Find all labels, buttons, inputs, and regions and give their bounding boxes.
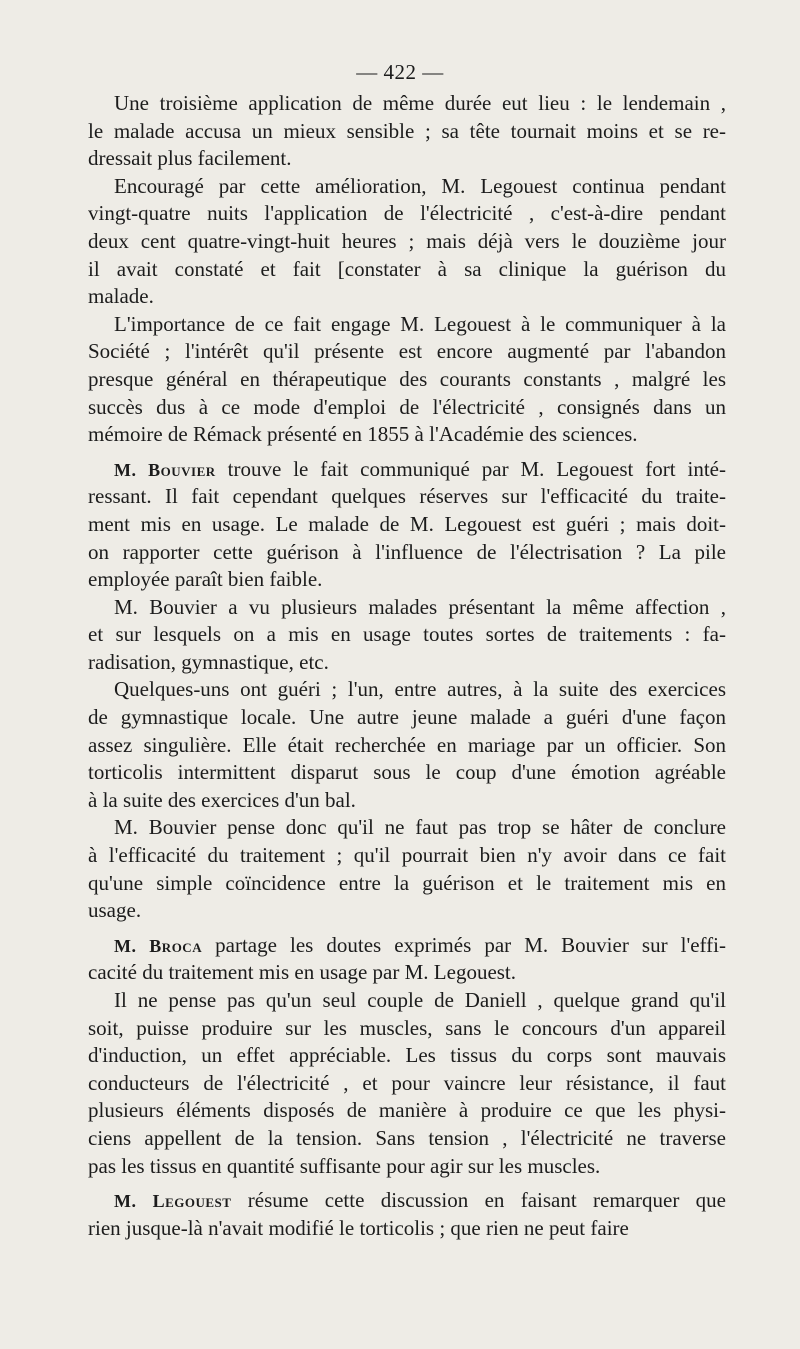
text-line: le malade accusa un mieux sensible ; sa tête tournait moins et se re- <box>88 118 726 143</box>
text-line: vingt-quatre nuits l'application de l'électricité , c'est-à-dire pendant <box>88 201 726 226</box>
text-line: qu'une simple coïncidence entre la guérison et le traitement mis en <box>88 870 726 895</box>
text-line: on rapporter cette guérison à l'influence de l'électrisation ? La pile <box>88 539 726 564</box>
text-line: M. Bouvier a vu plusieurs malades présentant la même affection , <box>114 594 726 619</box>
text-line: mémoire de Rémack présenté en 1855 à l'Académie des sciences. <box>88 422 638 447</box>
text-line: employée paraît bien faible. <box>88 567 323 592</box>
speaker-name: M. Legouest <box>114 1191 232 1212</box>
text-line: Quelques-uns ont guéri ; l'un, entre autres, à la suite des exercices <box>114 677 726 702</box>
text-line: assez singulière. Elle était recherchée en mariage par un officier. Son <box>88 732 726 757</box>
paragraph <box>88 814 726 924</box>
text-line: M. Broca partage les doutes exprimés par M. Bouvier sur l'effi- <box>114 932 726 957</box>
paragraph <box>88 676 726 814</box>
text-line: M. Bouvier trouve le fait communiqué par M. Legouest fort inté- <box>114 456 726 481</box>
text-line: d'induction, un effet appréciable. Les tissus du corps sont mauvais <box>88 1043 726 1068</box>
speaker-gap <box>88 1180 726 1187</box>
text-line: M. Bouvier pense donc qu'il ne faut pas trop se hâter de conclure <box>114 815 726 840</box>
text-line: Une troisième application de même durée eut lieu : le lendemain , <box>114 91 726 115</box>
text-line: à l'efficacité du traitement ; qu'il pourrait bien n'y avoir dans ce fait <box>88 843 726 868</box>
page-number: — 422 — <box>356 60 444 84</box>
text-line: Société ; l'intérêt qu'il présente est encore augmenté par l'abandon <box>88 339 726 364</box>
text-line: deux cent quatre-vingt-huit heures ; mais déjà vers le douzième jour <box>88 228 726 253</box>
text-line: radisation, gymnastique, etc. <box>88 649 329 674</box>
text-line: soit, puisse produire sur les muscles, sans le concours d'un appareil <box>88 1015 726 1040</box>
text-line: malade. <box>88 284 154 309</box>
speaker-gap <box>88 925 726 932</box>
text-line: à la suite des exercices d'un bal. <box>88 787 356 812</box>
text-line: L'importance de ce fait engage M. Legouest à le communiquer à la <box>114 311 726 336</box>
text-line: ment mis en usage. Le malade de M. Legouest est guéri ; mais doit- <box>88 511 726 536</box>
text-line: ciens appellent de la tension. Sans tension , l'électricité ne traverse <box>88 1125 726 1150</box>
text-line: cacité du traitement mis en usage par M. Legouest. <box>88 960 517 985</box>
text-line: torticolis intermittent disparut sous le coup d'une émotion agréable <box>88 760 726 785</box>
speaker-paragraph <box>88 456 726 594</box>
paragraph <box>88 987 726 1180</box>
text-line: conducteurs de l'électricité , et pour vaincre leur résistance, il faut <box>88 1070 726 1095</box>
speaker-gap <box>88 449 726 456</box>
speaker-name: M. Broca <box>114 935 203 956</box>
speaker-name: M. Bouvier <box>114 459 216 480</box>
text-line: M. Legouest résume cette discussion en faisant remarquer que <box>114 1188 726 1213</box>
text-line: succès dus à ce mode d'emploi de l'électricité , consignés dans un <box>88 394 726 419</box>
paragraph <box>88 311 726 449</box>
text-line: usage. <box>88 898 142 923</box>
speaker-paragraph <box>88 932 726 987</box>
text-line: pas les tissus en quantité suffisante pour agir sur les muscles. <box>88 1153 601 1178</box>
paragraph <box>88 594 726 677</box>
page-text <box>88 90 726 1242</box>
paragraph <box>88 173 726 311</box>
text-line: il avait constaté et fait [constater à sa clinique la guérison du <box>88 256 726 281</box>
speaker-paragraph <box>88 1187 726 1242</box>
text-line: Il ne pense pas qu'un seul couple de Daniell , quelque grand qu'il <box>114 988 726 1012</box>
text-line: ressant. Il fait cependant quelques réserves sur l'efficacité du traite- <box>88 484 726 509</box>
text-line: et sur lesquels on a mis en usage toutes sortes de traitements : fa- <box>88 622 726 647</box>
text-line: presque général en thérapeutique des courants constants , malgré les <box>88 366 726 391</box>
text-line: de gymnastique locale. Une autre jeune malade a guéri d'une façon <box>88 705 726 730</box>
text-line: plusieurs éléments disposés de manière à produire ce que les physi- <box>88 1098 726 1123</box>
paragraph <box>88 90 726 173</box>
text-line: dressait plus facilement. <box>88 146 292 171</box>
text-line: Encouragé par cette amélioration, M. Legouest continua pendant <box>114 173 726 198</box>
text-line: rien jusque-là n'avait modifié le torticolis ; que rien ne peut faire <box>88 1215 629 1240</box>
